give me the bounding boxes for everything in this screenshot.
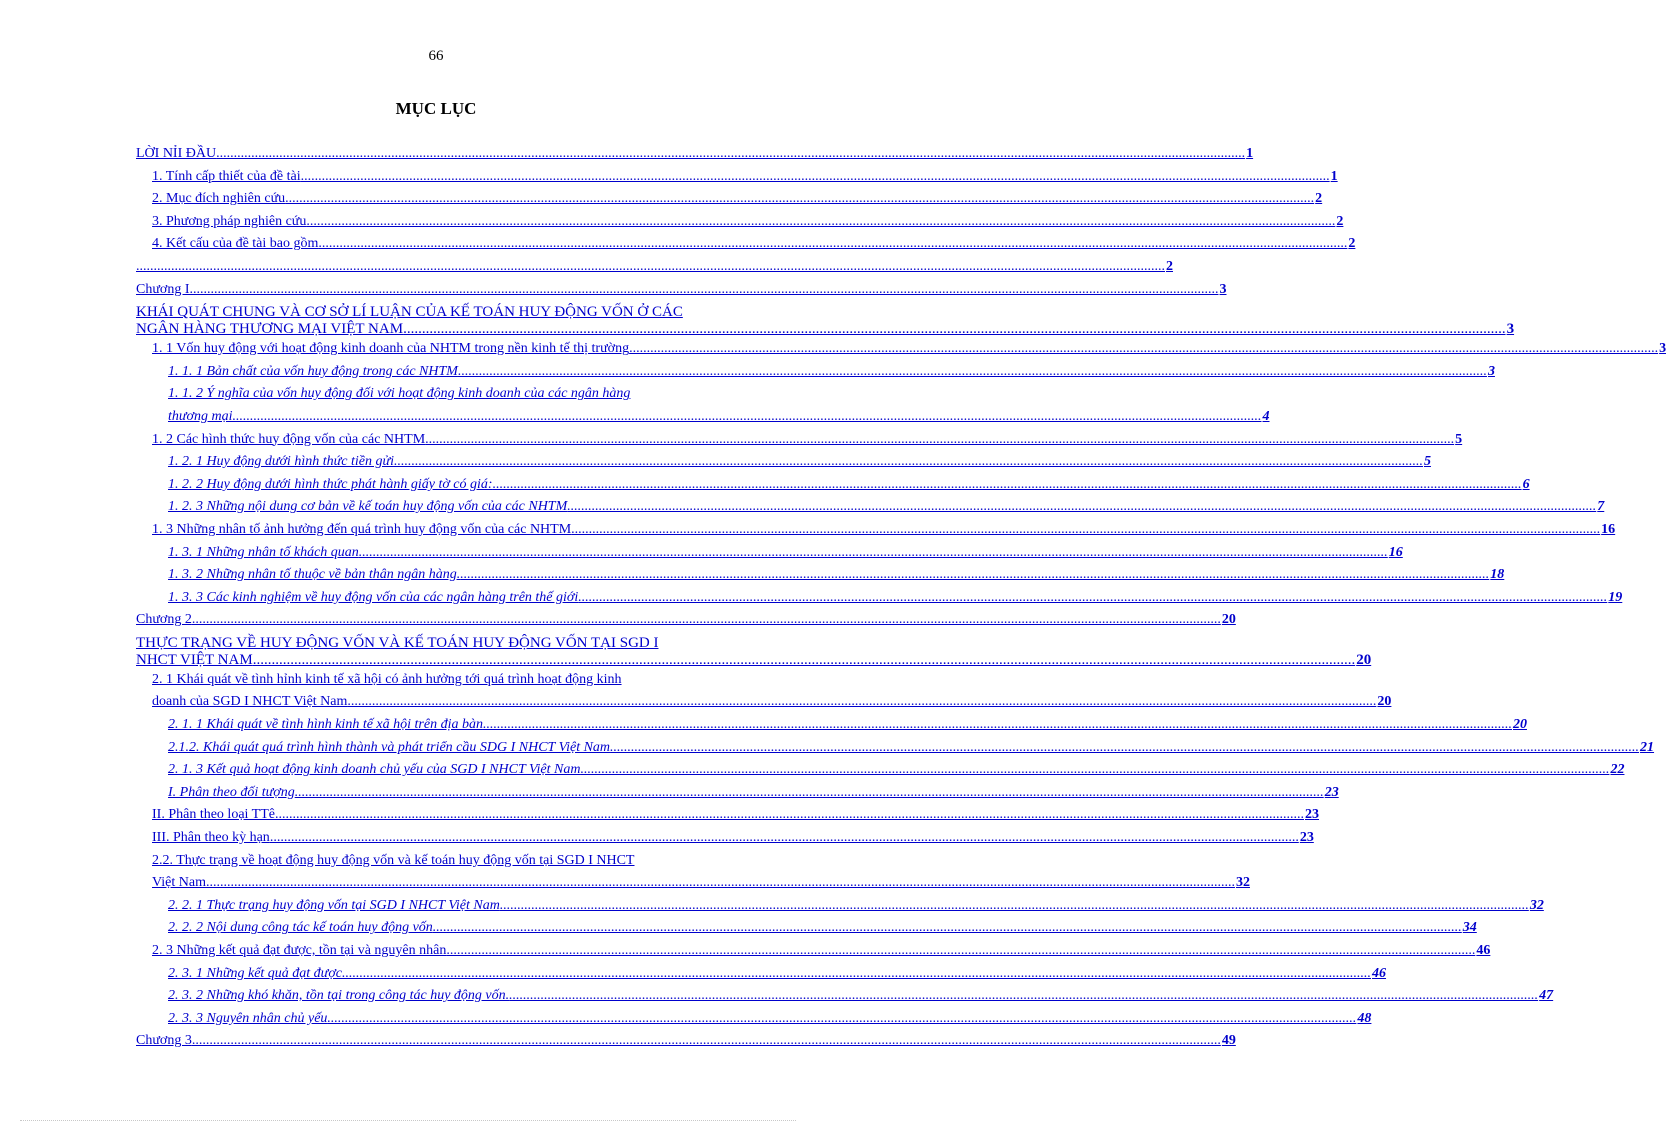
toc-entry[interactable]: [136, 1008, 1372, 1031]
toc-entry[interactable]: [136, 383, 1270, 428]
toc-entry-page: 49: [1221, 1033, 1236, 1049]
toc-entry-label: 2. 3. 1 Những kết quả đạt được: [168, 965, 343, 981]
dot-leader: [347, 691, 1376, 714]
dot-leader: [318, 233, 1347, 256]
toc-entry-page: 19: [1608, 589, 1623, 605]
toc-entry-label-line2: thương mại: [168, 408, 233, 424]
toc-entry-label: 2. 2. 2 Nội dung công tác kế toán huy động vốn: [168, 920, 433, 936]
toc-entry-page: 20: [1377, 694, 1392, 710]
toc-entry-page: 21: [1640, 739, 1655, 755]
toc-entry-page: 47: [1539, 988, 1554, 1004]
toc-entry-label: 2. 3 Những kết quả đạt được, tồn tại và nguyên nhân: [152, 943, 447, 958]
toc-entry-label: 1. 3. 1 Những nhân tố khách quan: [168, 544, 359, 560]
dot-leader: [206, 872, 1235, 895]
toc-entry-page: 4: [1262, 408, 1270, 424]
dot-leader: [493, 474, 1522, 497]
toc-entry[interactable]: [136, 233, 1356, 256]
toc-entry-page: 2: [1348, 236, 1356, 252]
toc-entry-label: 1. 2. 2 Huy động dưới hình thức phát hành giấy tờ có giá:: [168, 476, 493, 492]
page-bottom-rule: [20, 1120, 796, 1121]
toc-entry-page: 2: [1315, 191, 1323, 207]
toc-entry[interactable]: [136, 985, 1554, 1008]
toc-entry-label: 2.1.2. Khái quát quá trình hình thành và phát triển cầu SDG I NHCT Việt Nam: [168, 739, 611, 755]
toc-entry[interactable]: [136, 917, 1477, 940]
toc-entry-page: 20: [1356, 651, 1372, 668]
dot-leader: [610, 737, 1639, 760]
toc-entry-page: 3: [1506, 321, 1515, 338]
toc-entry-page: 1: [1246, 146, 1254, 161]
dot-leader: [192, 609, 1221, 632]
toc-entry-page: 16: [1601, 521, 1616, 537]
toc-entry-label-line1: 1. 1. 2 Ý nghĩa của vốn huy động đối với hoạt động kinh doanh của các ngân hàng: [168, 386, 631, 402]
toc-entry-label: 2. Mục đích nghiên cứu: [152, 191, 286, 207]
dot-leader: [253, 652, 1356, 669]
toc-entry-label: Chương I: [136, 281, 190, 297]
dot-leader: [270, 827, 1299, 850]
toc-entry-label: 4. Kết cấu của đề tài bao gồm: [152, 236, 319, 252]
toc-entry-label: II. Phân theo loại TTê: [152, 807, 275, 823]
toc-entry-page: 2: [1336, 213, 1344, 229]
dot-leader: [342, 963, 1371, 986]
toc-entry-label-line2: Việt Nam: [152, 875, 206, 891]
dot-leader: [578, 587, 1607, 610]
toc-entry[interactable]: [136, 542, 1403, 565]
toc-entry-label: 3. Phương pháp nghiên cứu: [152, 213, 307, 229]
toc-entry-page: 34: [1462, 920, 1477, 936]
toc-entry-label: Chương 2: [136, 612, 192, 628]
dot-leader: [359, 542, 1388, 565]
dot-leader: [460, 564, 1489, 587]
dot-leader: [629, 338, 1658, 361]
toc-entry[interactable]: [136, 714, 1527, 737]
toc-entry-page: 2: [1166, 258, 1173, 274]
dot-leader: [403, 321, 1506, 338]
toc-entry-page: 20: [1221, 612, 1236, 628]
toc-entry-label: 1. 3. 2 Những nhân tố thuộc về bản thân ngân hàng.: [168, 567, 461, 583]
dot-leader: [327, 1008, 1356, 1031]
toc-entry-label-line1: 2. 1 Khái quát về tình hỉnh kinh tế xã hội có ảnh hưởng tới quá trình hoạt động kinh: [152, 671, 622, 687]
toc-entry-label: 2. 3. 2 Những khó khăn, tồn tại trong công tác huy động vốn.: [168, 988, 510, 1004]
toc-entry-label: 1. Tính cấp thiết của đề tài: [152, 168, 301, 184]
toc-entry-page: 23: [1324, 784, 1339, 800]
toc-entry-label: Chương 3: [136, 1033, 192, 1049]
toc-entry-page: 23: [1299, 830, 1314, 846]
toc-entry[interactable]: [136, 850, 1250, 895]
dot-leader: [500, 895, 1529, 918]
toc-entry[interactable]: [136, 564, 1505, 587]
toc-entry-label-line2: doanh của SGD I NHCT Việt Nam: [152, 694, 348, 710]
dot-leader: [580, 759, 1609, 782]
toc-entry[interactable]: [136, 256, 1173, 279]
toc-entry-page: 6: [1522, 476, 1530, 492]
toc-entry[interactable]: [136, 1030, 1236, 1053]
toc-entry[interactable]: [136, 211, 1344, 234]
toc-entry[interactable]: [136, 166, 1338, 189]
toc-entry[interactable]: [136, 963, 1387, 986]
toc-entry-label-line1: KHÁI QUÁT CHUNG VÀ CƠ SỞ LÍ LUẬN CỦA KẾ TOÁN HUY ĐỘNG VỐN Ở CÁC: [136, 304, 683, 321]
dot-leader: [192, 1030, 1221, 1053]
dot-leader: [446, 940, 1475, 963]
toc-entry-label: 2. 1. 3 Kết quả hoạt động kinh doanh chủ yếu của SGD I NHCT Việt Nam: [168, 762, 581, 778]
dot-leader: [285, 188, 1314, 211]
dot-leader: [301, 166, 1330, 189]
dot-leader: [190, 279, 1219, 302]
toc-entry-page: 48: [1357, 1010, 1372, 1026]
toc-entry-label-line2: NGÂN HÀNG THƯƠNG MẠI VIỆT NAM: [136, 321, 404, 338]
toc-entry[interactable]: [136, 940, 1491, 963]
toc-entry-label-line1: THỰC TRẠNG VỀ HUY ĐỘNG VỐN VÀ KẾ TOÁN HUY ĐỘNG VỐN TẠI SGD I: [136, 634, 659, 651]
dot-leader: [233, 406, 1262, 429]
toc-entry[interactable]: [136, 496, 1605, 519]
toc-entry[interactable]: [136, 609, 1236, 632]
toc-entry-label: LỜI NỈI ĐẦU: [136, 146, 217, 161]
toc-entry[interactable]: [136, 361, 1495, 384]
dot-leader: [433, 917, 1462, 940]
dot-leader: [483, 714, 1512, 737]
dot-leader: [295, 782, 1324, 805]
toc-entry-label: 1. 3. 3 Các kinh nghiệm về huy động vốn của các ngân hàng trên thế giới: [168, 589, 579, 605]
toc-entry-label: 1. 2. 3 Những nội dung cơ bản về kế toán huy động vốn của các NHTM: [168, 499, 568, 515]
toc-entry[interactable]: [136, 474, 1530, 497]
toc-entry[interactable]: [136, 827, 1314, 850]
toc-entry[interactable]: [136, 587, 1623, 610]
toc-entry[interactable]: [136, 669, 1392, 714]
toc-entry[interactable]: [136, 188, 1323, 211]
toc-entry-page: 5: [1455, 431, 1463, 447]
dot-leader: [458, 361, 1487, 384]
toc-entry-page: 20: [1512, 717, 1527, 733]
dot-leader: [571, 519, 1600, 542]
toc-entry-page: 18: [1490, 567, 1505, 583]
dot-leader: [216, 143, 1245, 166]
toc-entry[interactable]: [136, 279, 1227, 302]
toc-entry[interactable]: [136, 519, 1616, 542]
toc-entry-page: 1: [1330, 168, 1338, 184]
toc-entry-page: 23: [1305, 807, 1319, 823]
toc-entry-label: 1. 1. 1 Bản chất của vốn huy động trong các NHTM: [168, 363, 458, 379]
toc-entry-page: 46: [1372, 965, 1387, 981]
table-of-contents: [136, 143, 1666, 1053]
toc-entry-page: 5: [1423, 454, 1431, 470]
toc-entry-page: 16: [1388, 544, 1403, 560]
toc-entry-page: 46: [1476, 943, 1491, 958]
toc-entry-label: 2. 1. 1 Khái quát về tình hình kinh tế xã hội trên địa bàn: [168, 717, 483, 733]
toc-entry-label: 1. 2 Các hình thức huy động vốn của các NHTM: [152, 431, 426, 447]
toc-entry[interactable]: [136, 338, 1666, 361]
dot-leader: [306, 211, 1335, 234]
toc-entry-page: 7: [1597, 499, 1605, 515]
toc-entry[interactable]: [136, 895, 1544, 918]
toc-entry[interactable]: [136, 429, 1463, 452]
toc-entry[interactable]: [136, 759, 1625, 782]
toc-entry-page: 22: [1610, 762, 1625, 778]
toc-entry-label: 2. 2. 1 Thực trạng huy động vốn tại SGD I NHCT Việt Nam: [168, 897, 500, 913]
toc-entry-page: 32: [1529, 897, 1544, 913]
toc-entry-label: 1. 2. 1 Huy động dưới hình thức tiền gửi: [168, 454, 394, 470]
toc-entry-label: 2. 3. 3 Nguyên nhân chủ yếu: [168, 1010, 328, 1026]
dot-leader: [567, 496, 1596, 519]
dot-leader: [136, 256, 1165, 279]
toc-entry[interactable]: [136, 804, 1319, 827]
page-number: 66: [428, 48, 444, 64]
toc-entry[interactable]: [136, 737, 1655, 760]
toc-entry-page: 3: [1219, 281, 1227, 297]
toc-entry-label: 1. 1 Vốn huy động với hoạt động kinh doanh của NHTM trong nền kinh tế thị trường: [152, 341, 630, 357]
toc-entry[interactable]: [136, 782, 1339, 805]
toc-entry[interactable]: [136, 143, 1254, 166]
toc-entry[interactable]: [136, 451, 1431, 474]
toc-entry-page: 3: [1487, 363, 1495, 379]
toc-entry-label-line2: NHCT VIỆT NAM: [136, 651, 253, 668]
toc-entry[interactable]: [136, 632, 1372, 669]
toc-entry-label-line1: 2.2. Thực trạng về hoạt động huy động vốn và kế toán huy động vốn tại SGD I NHCT: [152, 852, 635, 868]
dot-leader: [509, 985, 1538, 1008]
toc-entry-label: 1. 3 Những nhân tố ảnh hưởng đến quá trình huy động vốn của các NHTM: [152, 521, 572, 537]
dot-leader: [275, 804, 1304, 827]
toc-entry-label: I. Phân theo đối tượng: [168, 784, 295, 800]
dot-leader: [425, 429, 1454, 452]
toc-title: MỤC LỤC: [395, 99, 477, 118]
toc-entry-page: 3: [1659, 341, 1666, 357]
toc-entry-page: 32: [1235, 875, 1250, 891]
dot-leader: [394, 451, 1423, 474]
toc-entry[interactable]: [136, 301, 1515, 338]
toc-entry-label: III. Phân theo kỳ hạn: [152, 830, 270, 846]
